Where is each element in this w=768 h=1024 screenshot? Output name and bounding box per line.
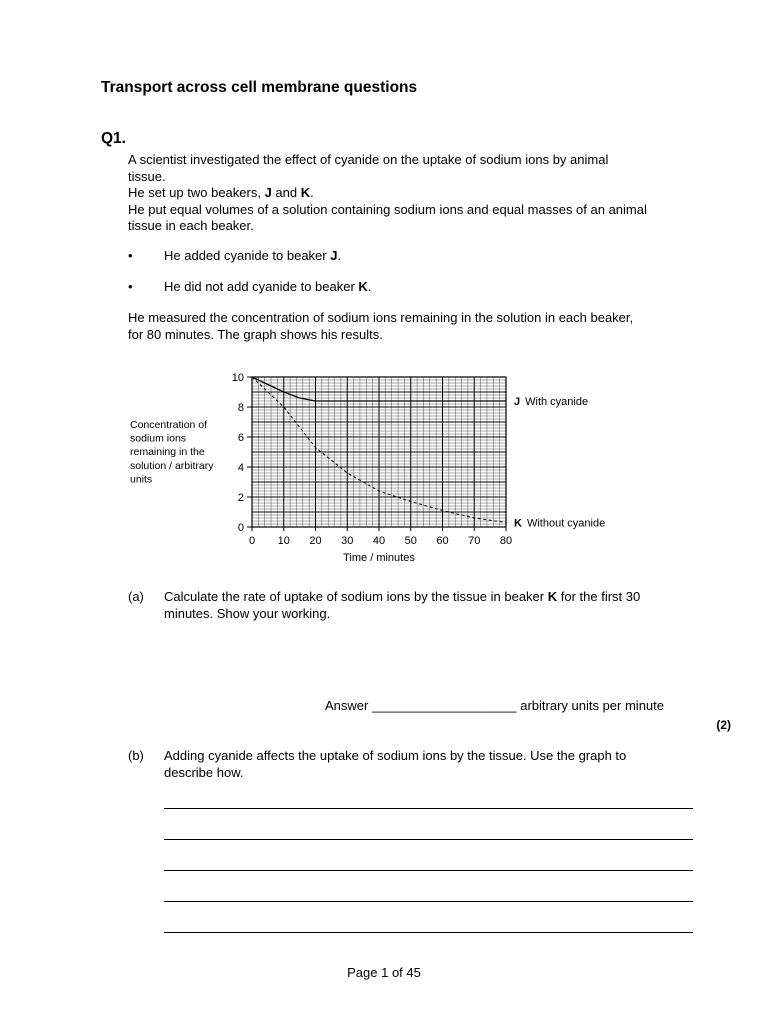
part-a-line-2: minutes. Show your working. (164, 605, 331, 621)
question-number: Q1. (101, 130, 126, 147)
y-axis-label-line: remaining in the (130, 446, 205, 459)
series-labels (514, 396, 605, 530)
part-a-label: (a) (128, 589, 144, 604)
y-tick-label: 10 (231, 372, 244, 384)
answer-label: Answer (325, 698, 369, 713)
answer-units: arbitrary units per minute (520, 698, 664, 713)
answer-line (325, 698, 664, 715)
y-tick-labels (232, 372, 244, 534)
answer-writing-line[interactable] (164, 839, 693, 840)
intro-paragraph (128, 152, 647, 235)
x-tick-label: 80 (499, 535, 513, 547)
marks-badge: (2) (716, 718, 731, 732)
answer-blank[interactable]: ____________________ (371, 698, 517, 713)
y-axis-label (130, 419, 214, 485)
bullet-item: He did not add cyanide to beaker K. (164, 279, 372, 294)
part-b-line-1: Adding cyanide affects the uptake of sodium ions by the tissue. Use the graph to (164, 748, 627, 763)
x-tick-label: 20 (309, 535, 322, 547)
intro-line-4: He put equal volumes of a solution containing sodium ions and equal masses of an animal (128, 201, 647, 217)
measured-line-2: for 80 minutes. The graph shows his results. (128, 326, 383, 342)
y-tick-label: 6 (237, 432, 244, 444)
x-tick-label: 40 (372, 535, 386, 547)
y-axis-label-line: sodium ions (130, 432, 187, 445)
intro-line-5: tissue in each beaker. (128, 218, 254, 233)
x-tick-label: 50 (404, 535, 417, 547)
y-axis-label-line: Concentration of (130, 419, 208, 431)
sodium-concentration-chart (0, 360, 768, 570)
part-b-question (164, 748, 626, 781)
x-tick-label: 30 (341, 535, 354, 547)
part-b-line-2: describe how. (164, 764, 244, 780)
page-footer: Page 1 of 45 (347, 965, 421, 980)
measured-line-1: He measured the concentration of sodium ions remaining in the solution in each beaker, (128, 310, 634, 325)
bullet-marker: • (128, 279, 133, 294)
x-tick-label: 60 (436, 535, 449, 547)
y-tick-label: 4 (237, 462, 244, 474)
part-a-line-1: Calculate the rate of uptake of sodium ions by the tissue in beaker K for the first 30 (164, 589, 641, 604)
x-tick-label: 0 (248, 535, 256, 547)
intro-line-3: He set up two beakers, J and K. (128, 185, 314, 200)
bullet-item: He added cyanide to beaker J. (164, 248, 342, 263)
intro-line-1: A scientist investigated the effect of cyanide on the uptake of sodium ions by animal (128, 152, 609, 167)
series-label-k: K Without cyanide (514, 517, 606, 530)
x-tick-label: 10 (277, 535, 290, 547)
answer-writing-line[interactable] (164, 808, 693, 809)
part-b-label: (b) (128, 748, 144, 763)
series-label-j: J With cyanide (514, 396, 589, 408)
page-title: Transport across cell membrane questions (101, 79, 418, 96)
answer-writing-line[interactable] (164, 901, 693, 902)
y-tick-label: 2 (237, 492, 244, 504)
measured-paragraph (128, 310, 633, 343)
answer-writing-line[interactable] (164, 932, 693, 933)
y-tick-label: 8 (237, 402, 244, 414)
bullet-marker: • (128, 248, 133, 263)
y-tick-label: 0 (237, 522, 244, 534)
y-axis-label-line: solution / arbitrary (130, 459, 214, 472)
intro-line-2: tissue. (128, 168, 166, 184)
answer-writing-line[interactable] (164, 870, 693, 871)
axes (247, 377, 506, 531)
y-axis-label-line: units (130, 473, 153, 486)
x-tick-labels (249, 535, 512, 547)
x-tick-label: 70 (468, 535, 481, 547)
part-a-question (164, 589, 640, 622)
x-axis-label: Time / minutes (343, 552, 415, 564)
